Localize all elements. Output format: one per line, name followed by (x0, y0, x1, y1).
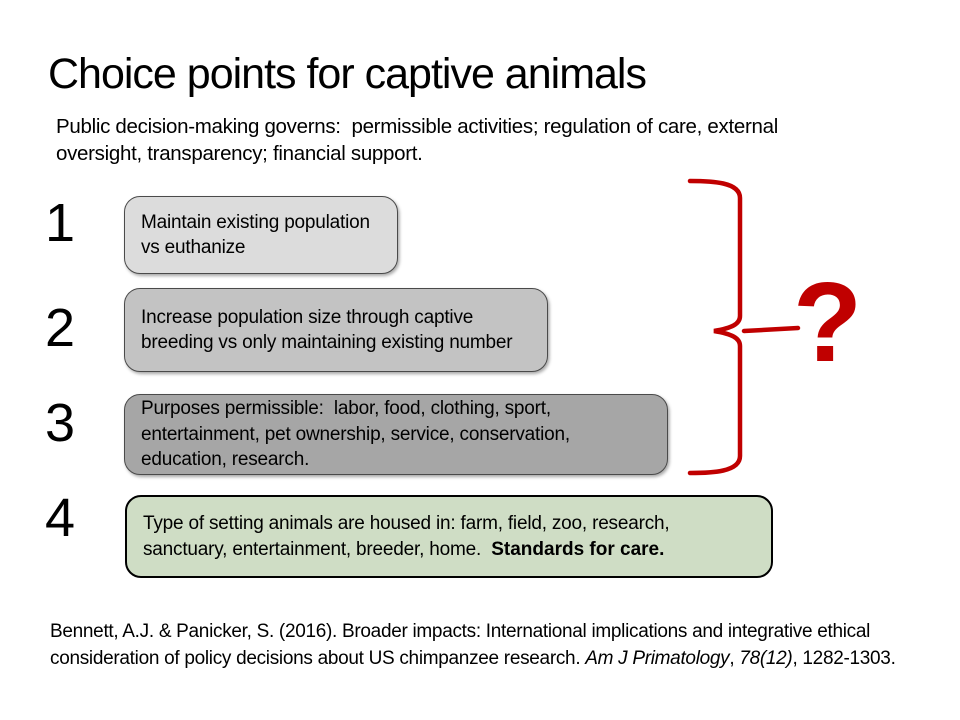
choice-box-3 (124, 394, 668, 475)
citation-journal-italic: Am J Primatology (585, 647, 730, 669)
citation (50, 619, 896, 672)
choice-box-4-text: Type of setting animals are housed in: farm, field, zoo, research, sanctuary, entertainment, breeder, home. Standards for care. (143, 513, 670, 560)
citation-line-2: consideration of policy decisions about US chimpanzee research. Am J Primatology, 78(12), 1282-1303. (50, 647, 896, 669)
subtitle-line-2: oversight, transparency; financial support. (56, 141, 423, 165)
slide-subtitle (56, 114, 778, 167)
choice-box-4-bold-text: Standards for care. (491, 538, 665, 560)
subtitle-line-1: Public decision-making governs: permissible activities; regulation of care, external (56, 115, 778, 138)
choice-number-1: 1 (44, 193, 76, 253)
citation-line-1: Bennett, A.J. & Panicker, S. (2016). Broader impacts: International implications and integrative ethical (50, 621, 871, 642)
choice-box-3-text: Purposes permissible: labor, food, clothing, sport, entertainment, pet ownership, service, conservation, education, research. (141, 398, 570, 471)
choice-box-2 (124, 288, 548, 372)
slide-title: Choice points for captive animals (48, 50, 646, 98)
choice-box-1 (124, 196, 398, 274)
choice-box-2-text: Increase population size through captive breeding vs only maintaining existing number (141, 306, 513, 353)
choice-number-3: 3 (44, 393, 76, 453)
choice-box-1-text: Maintain existing population vs euthanize (141, 211, 370, 258)
red-brace-icon (680, 170, 810, 482)
question-mark: ? (793, 259, 863, 385)
choice-number-4: 4 (44, 488, 76, 548)
choice-box-4 (125, 495, 773, 578)
choice-number-2: 2 (44, 298, 76, 358)
citation-volume-italic: 78(12) (739, 647, 793, 669)
